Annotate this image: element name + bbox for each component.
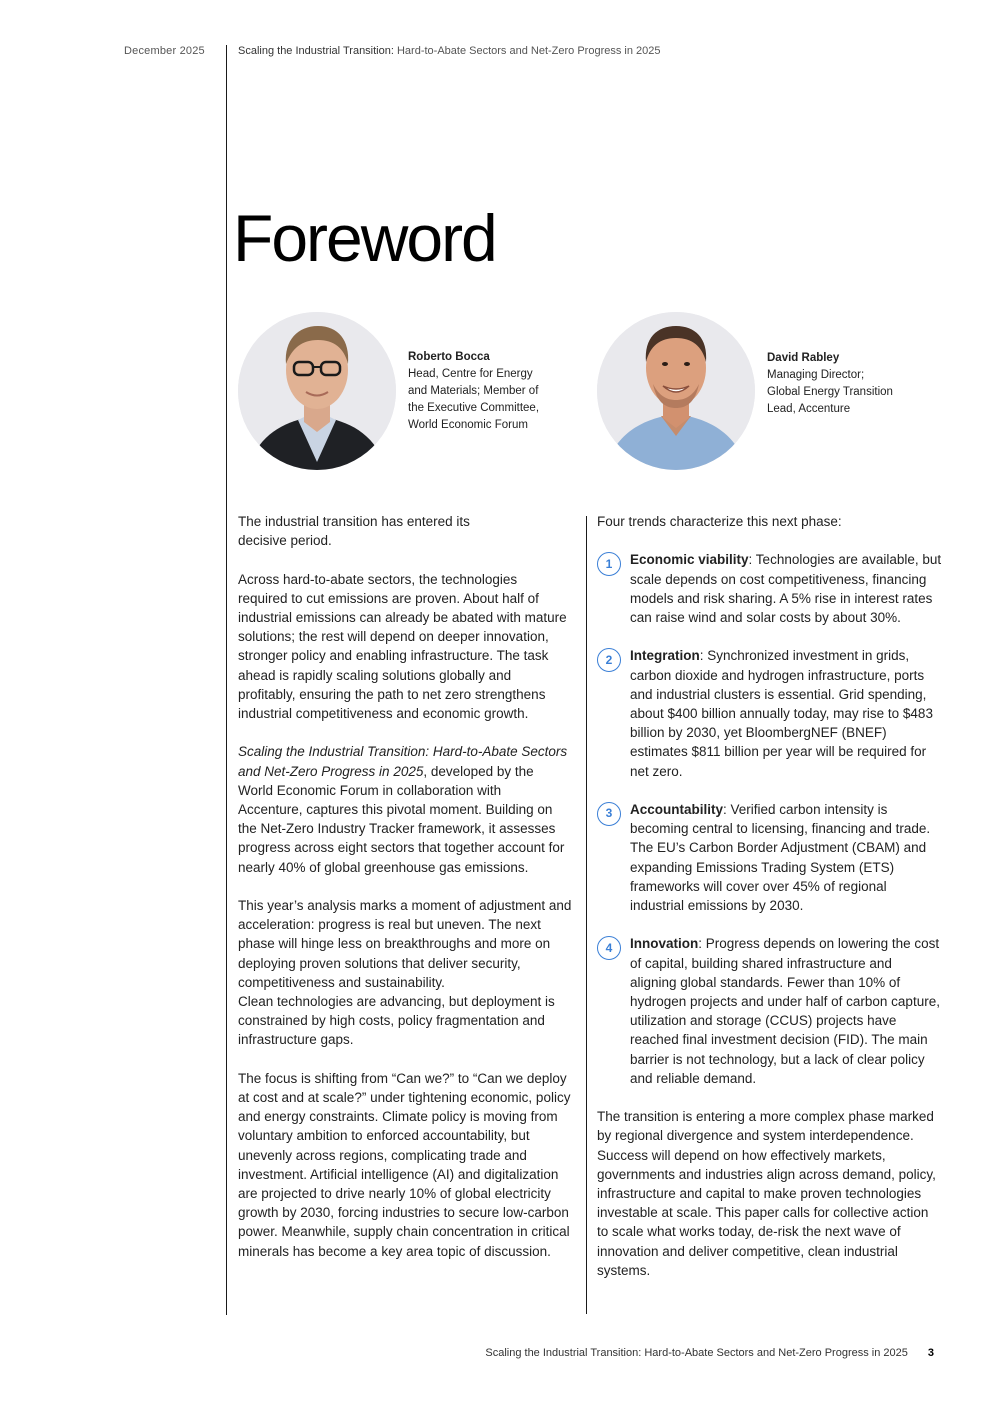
- report-title-italic: Scaling the Industrial Transition: Hard-to-Abate Sectors and Net-Zero Progress in 2025: [238, 744, 568, 779]
- body-paragraph: Across hard-to-abate sectors, the technologies required to cut emissions are proven. About half of industrial emissions can already be abated with mature solutions; the rest will depend on deeper innovation, stronger policy and enabling infrastructure. The task ahead is rapidly scaling solutions globally and profitably, ensuring the path to net zero strengthens industrial competitiveness and economic growth.: [238, 571, 567, 722]
- footer-title-rest: Hard-to-Abate Sectors and Net-Zero Progress in 2025: [641, 1347, 908, 1359]
- page-footer: [485, 1347, 934, 1359]
- person-name: David Rabley: [767, 352, 840, 364]
- body-text: , developed by the World Economic Forum in collaboration with Accenture, captures this pivotal moment. Building on the Net-Zero Industry Tracker framework, it assesses progress across eight sectors that together account for nearly 40% of global greenhouse gas emissions.: [238, 763, 565, 875]
- trend-item: [597, 800, 942, 915]
- header-date: December 2025: [124, 45, 205, 57]
- person-card-roberto-bocca: [408, 349, 568, 434]
- left-rule: [226, 45, 227, 1315]
- trend-number-badge: 1: [597, 552, 621, 576]
- person-role-line: the Executive Committee,: [408, 402, 540, 414]
- column-divider: [586, 516, 587, 1314]
- intro-paragraph: The industrial transition has entered its decisive period.: [238, 514, 470, 549]
- trend-item: [597, 934, 942, 1088]
- person-role-line: Head, Centre for Energy: [408, 368, 533, 380]
- page-title: Foreword: [233, 201, 496, 275]
- trend-number-badge: 2: [597, 648, 621, 672]
- trend-text: : Verified carbon intensity is becoming central to licensing, financing and trade. The EU’s Carbon Border Adjustment (CBAM) and expanding Emissions Trading System (ETS) frameworks will cover over 45% of regional industrial emissions by 2030.: [630, 802, 931, 914]
- trend-item: [597, 550, 942, 627]
- trend-number-badge: 4: [597, 936, 621, 960]
- body-paragraph: Clean technologies are advancing, but deployment is constrained by high costs, policy fragmentation and infrastructure gaps.: [238, 994, 555, 1048]
- person-role-line: and Materials; Member of: [408, 385, 539, 397]
- trend-text: : Technologies are available, but scale depends on cost competitiveness, financing models and risk sharing. A 5% rise in interest rates can raise wind and solar costs by about 30%.: [630, 552, 942, 625]
- header-title-rest: Hard-to-Abate Sectors and Net-Zero Progress in 2025: [393, 45, 661, 57]
- portrait-david-rabley: [597, 312, 755, 470]
- header-title: [238, 45, 661, 57]
- person-role-line: Lead, Accenture: [767, 403, 851, 415]
- page-number: 3: [927, 1347, 934, 1359]
- body-paragraph: The focus is shifting from “Can we?” to “Can we deploy at cost and at scale?” under tightening economic, policy and energy constraints. Climate policy is moving from voluntary ambition to enforced accountability, but unevenly across regions, complicating trade and investment. Artificial intelligence (AI) and digitalization are projected to drive nearly 10% of global electricity growth by 2030, forcing industries to secure low-carbon power. Meanwhile, supply chain concentration in critical minerals has become a key area topic of discussion.: [238, 1070, 571, 1259]
- trend-heading: Accountability: [630, 802, 724, 817]
- footer-title-strong: Scaling the Industrial Transition:: [485, 1347, 642, 1359]
- trend-heading: Economic viability: [630, 552, 749, 568]
- person-role-line: World Economic Forum: [408, 419, 528, 431]
- person-role-line: Managing Director;: [767, 369, 865, 381]
- body-paragraph: This year’s analysis marks a moment of adjustment and acceleration: progress is real but uneven. The next phase will hinge less on breakthroughs and more on deploying proven solutions that deliver security, competitiveness and sustainability.: [238, 898, 572, 990]
- left-column: [238, 512, 578, 1261]
- body-paragraph: [238, 742, 568, 876]
- trend-heading: Integration: [630, 648, 700, 664]
- trends-intro: Four trends characterize this next phase:: [597, 514, 842, 529]
- closing-paragraph: The transition is entering a more complex phase marked by regional divergence and system interdependence. Success will depend on how effectively markets, governments and industries align across demand, policy, infrastructure and capital to make proven technologies investable at scale. This paper calls for collective action to scale what works today, de-risk the next wave of innovation and deliver competitive, clean industrial systems.: [597, 1109, 936, 1278]
- trend-heading: Innovation: [630, 936, 699, 952]
- trend-item: [597, 646, 942, 780]
- right-column: [597, 512, 942, 1280]
- person-role-line: Global Energy Transition: [767, 386, 893, 398]
- portrait-roberto-bocca: [238, 312, 396, 470]
- trend-number-badge: 3: [597, 802, 621, 826]
- header-title-strong: Scaling the Industrial Transition:: [238, 45, 394, 57]
- person-name: Roberto Bocca: [408, 351, 490, 363]
- trend-text: : Synchronized investment in grids, carbon dioxide and hydrogen infrastructure, ports and industrial clusters is essential. Grid spending, about $400 billion annually today, may rise to $483 billion by 2030, yet BloombergNEF (BNEF) estimates $811 billion per year will be required for net zero.: [630, 648, 933, 779]
- person-card-david-rabley: [767, 350, 927, 418]
- trend-text: : Progress depends on lowering the cost of capital, building shared infrastructure and aligning global standards. Fewer than 10% of hydrogen projects and under half of carbon capture, utilization and storage (CCUS) projects have reached final investment decision (FID). The main barrier is not technology, but a lack of clear policy and reliable demand.: [630, 936, 940, 1086]
